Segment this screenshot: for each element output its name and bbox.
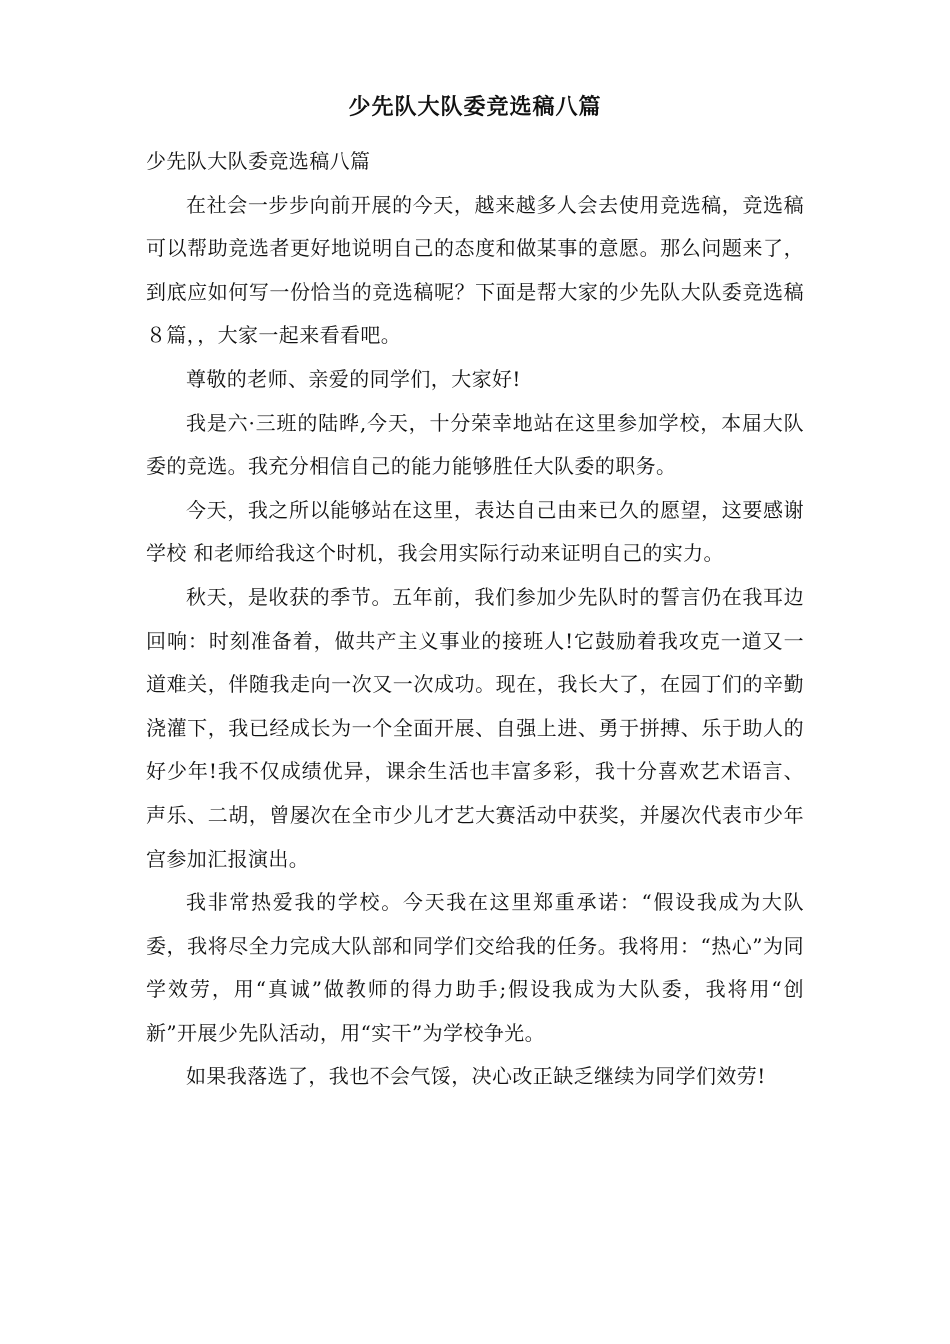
document-title: 少先队大队委竞选稿八篇 bbox=[348, 94, 602, 120]
document-body bbox=[146, 140, 804, 1099]
paragraph-closing: 如果我落选了，我也不会气馁，决心改正缺乏继续为同学们效劳! bbox=[186, 1064, 766, 1089]
paragraph-self-introduction: 我是六·三班的陆晔,今天，十分荣幸地站在这里参加学校，本届大队委的竞选。我充分相信自己的能力能够胜任大队委的职务。 bbox=[146, 410, 804, 479]
paragraph-achievements: 秋天，是收获的季节。五年前，我们参加少先队时的誓言仍在我耳边回响：时刻准备着，做共产主义事业的接班人!它鼓励着我攻克一道又一道难关，伴随我走向一次又一次成功。现在，我长大了，在园丁们的辛勤浇灌下，我已经成长为一个全面开展、自强上进、勇于拼搏、乐于助人的好少年!我不仅成绩优异，课余生活也丰富多彩，我十分喜欢艺术语言、声乐、二胡，曾屡次在全市少儿才艺大赛活动中获奖，并屡次代表市少年宫参加汇报演出。 bbox=[146, 584, 804, 871]
paragraph-greeting: 尊敬的老师、亲爱的同学们，大家好! bbox=[186, 366, 521, 391]
document-subtitle: 少先队大队委竞选稿八篇 bbox=[146, 149, 371, 173]
paragraph-promise: 我非常热爱我的学校。今天我在这里郑重承诺：“假设我成为大队委，我将尽全力完成大队部和同学们交给我的任务。我将用：“热心”为同学效劳，用“真诚”做教师的得力助手;假设我成为大队委，我将用“创新”开展少先队活动，用“实干”为学校争光。 bbox=[146, 890, 804, 1045]
paragraph-gratitude: 今天，我之所以能够站在这里，表达自己由来已久的愿望，这要感谢学校 和老师给我这个时机，我会用实际行动来证明自己的实力。 bbox=[146, 497, 804, 566]
paragraph-intro: 在社会一步步向前开展的今天，越来越多人会去使用竞选稿，竞选稿可以帮助竞选者更好地说明自己的态度和做某事的意愿。那么问题来了，到底应如何写一份恰当的竞选稿呢？下面是帮大家的少先队大队委竞选稿８篇，，大家一起来看看吧。 bbox=[146, 192, 804, 348]
